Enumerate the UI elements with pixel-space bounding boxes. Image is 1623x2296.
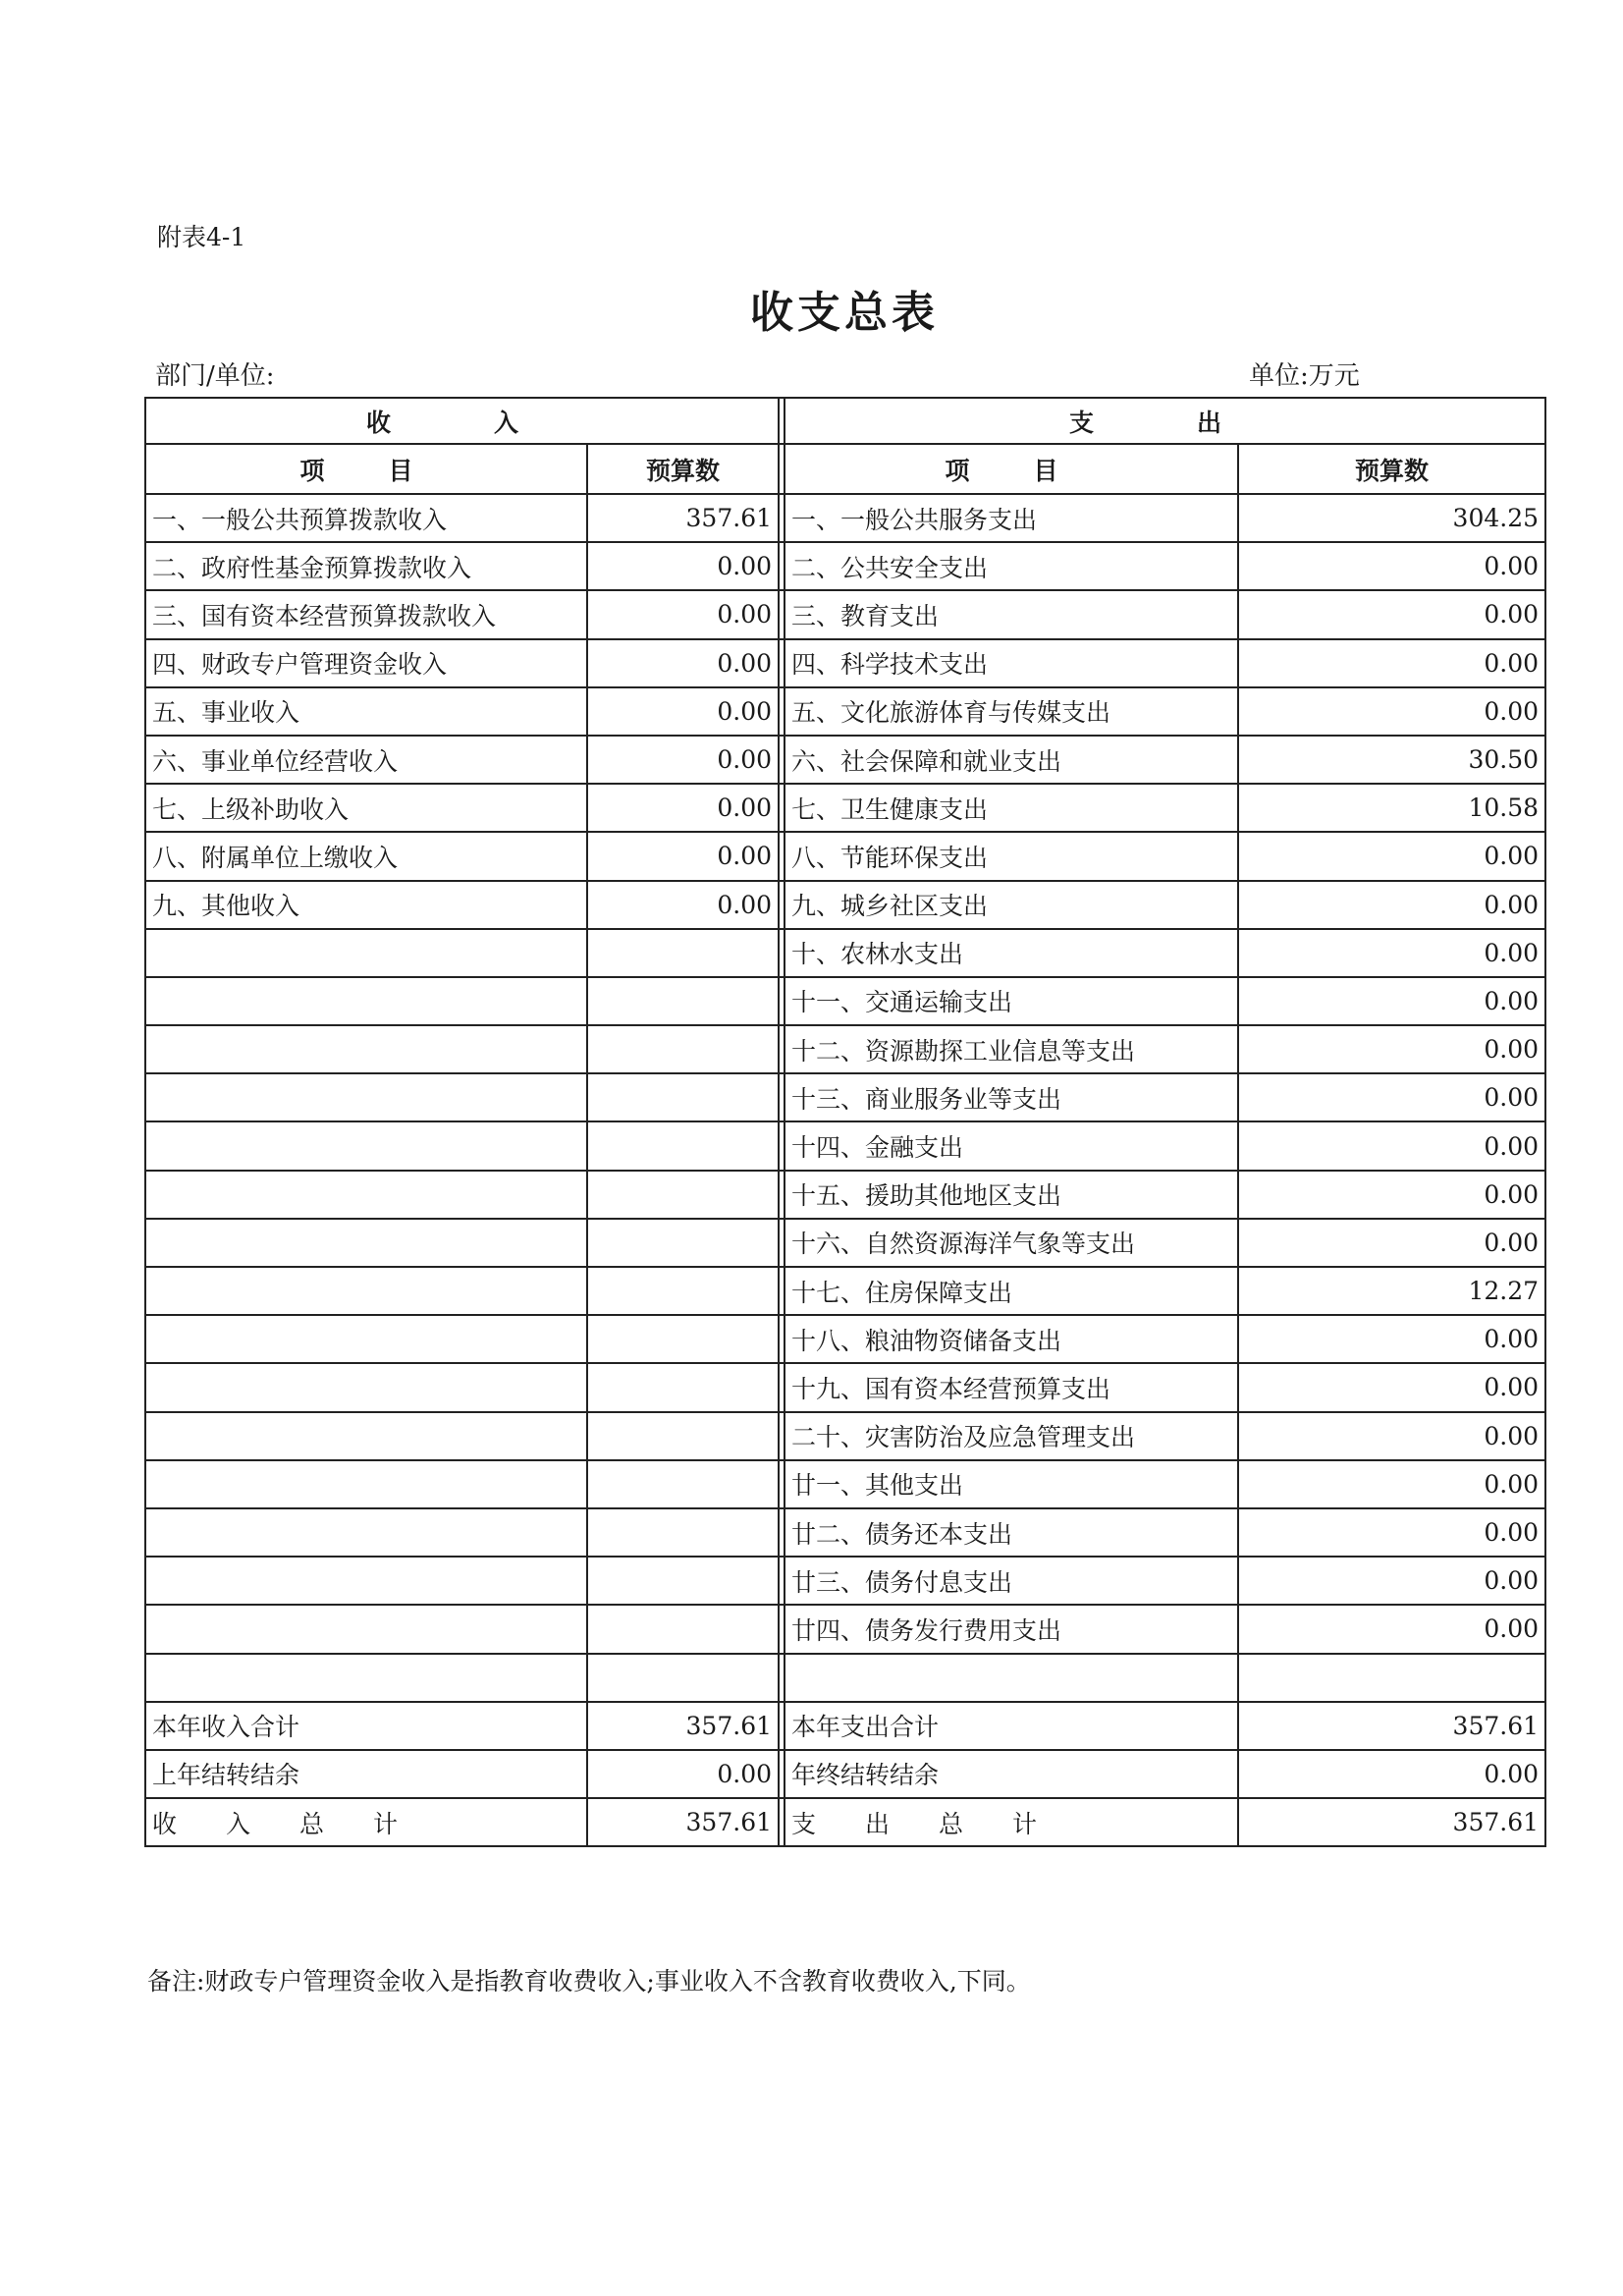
income-value bbox=[587, 1121, 779, 1170]
income-item bbox=[145, 1605, 587, 1653]
header-row-sections bbox=[145, 398, 1545, 444]
expense-item: 八、节能环保支出 bbox=[784, 832, 1238, 880]
expense-value: 10.58 bbox=[1238, 784, 1545, 832]
budget-summary-table bbox=[144, 397, 1546, 1847]
income-value: 0.00 bbox=[587, 542, 779, 590]
table-row bbox=[145, 832, 1545, 880]
expense-header: 支 出 bbox=[784, 398, 1545, 444]
table-row bbox=[145, 1171, 1545, 1219]
income-value bbox=[587, 1508, 779, 1557]
income-value bbox=[587, 929, 779, 977]
expense-value: 304.25 bbox=[1238, 494, 1545, 542]
income-item: 九、其他收入 bbox=[145, 881, 587, 929]
expense-item: 廿三、债务付息支出 bbox=[784, 1557, 1238, 1605]
income-item bbox=[145, 1025, 587, 1073]
expense-item: 十四、金融支出 bbox=[784, 1121, 1238, 1170]
income-item bbox=[145, 1508, 587, 1557]
table-row bbox=[145, 1363, 1545, 1411]
income-value bbox=[587, 977, 779, 1025]
expense-value: 0.00 bbox=[1238, 1121, 1545, 1170]
expense-value: 0.00 bbox=[1238, 881, 1545, 929]
table-row bbox=[145, 1654, 1545, 1702]
income-item bbox=[145, 1073, 587, 1121]
table-row bbox=[145, 590, 1545, 638]
expense-value: 0.00 bbox=[1238, 1073, 1545, 1121]
income-value bbox=[587, 1315, 779, 1363]
table-row bbox=[145, 881, 1545, 929]
income-item bbox=[145, 1363, 587, 1411]
income-item bbox=[145, 1315, 587, 1363]
expense-value: 0.00 bbox=[1238, 1460, 1545, 1508]
expense-item: 本年支出合计 bbox=[784, 1702, 1238, 1750]
income-item: 二、政府性基金预算拨款收入 bbox=[145, 542, 587, 590]
expense-item: 三、教育支出 bbox=[784, 590, 1238, 638]
expense-value: 0.00 bbox=[1238, 1315, 1545, 1363]
income-value bbox=[587, 1412, 779, 1460]
table-row bbox=[145, 494, 1545, 542]
income-value: 0.00 bbox=[587, 881, 779, 929]
expense-value: 0.00 bbox=[1238, 832, 1545, 880]
table-row bbox=[145, 736, 1545, 784]
expense-item: 十三、商业服务业等支出 bbox=[784, 1073, 1238, 1121]
income-value bbox=[587, 1219, 779, 1267]
expense-value bbox=[1238, 1654, 1545, 1702]
income-value bbox=[587, 1460, 779, 1508]
income-budget-header: 预算数 bbox=[587, 444, 779, 494]
income-item bbox=[145, 1557, 587, 1605]
expense-item: 年终结转结余 bbox=[784, 1750, 1238, 1798]
table-row bbox=[145, 639, 1545, 687]
table-row bbox=[145, 1121, 1545, 1170]
expense-value: 0.00 bbox=[1238, 542, 1545, 590]
table-row bbox=[145, 1460, 1545, 1508]
expense-value: 0.00 bbox=[1238, 590, 1545, 638]
income-value: 0.00 bbox=[587, 1750, 779, 1798]
expense-total-label: 支出总计 bbox=[784, 1798, 1238, 1846]
table-row bbox=[145, 542, 1545, 590]
expense-item: 五、文化旅游体育与传媒支出 bbox=[784, 687, 1238, 736]
income-item bbox=[145, 1267, 587, 1315]
header-row-columns bbox=[145, 444, 1545, 494]
expense-item: 七、卫生健康支出 bbox=[784, 784, 1238, 832]
expense-item: 廿一、其他支出 bbox=[784, 1460, 1238, 1508]
department-label: 部门/单位: bbox=[155, 361, 275, 391]
expense-item: 廿四、债务发行费用支出 bbox=[784, 1605, 1238, 1653]
expense-item: 二、公共安全支出 bbox=[784, 542, 1238, 590]
expense-value: 0.00 bbox=[1238, 1363, 1545, 1411]
income-value bbox=[587, 1605, 779, 1653]
unit-label: 单位:万元 bbox=[1249, 361, 1360, 391]
expense-item: 一、一般公共服务支出 bbox=[784, 494, 1238, 542]
table-row bbox=[145, 1702, 1545, 1750]
expense-item: 十九、国有资本经营预算支出 bbox=[784, 1363, 1238, 1411]
income-item bbox=[145, 1121, 587, 1170]
table-row bbox=[145, 1508, 1545, 1557]
income-item: 上年结转结余 bbox=[145, 1750, 587, 1798]
income-item bbox=[145, 1171, 587, 1219]
expense-budget-header: 预算数 bbox=[1238, 444, 1545, 494]
table-row bbox=[145, 687, 1545, 736]
expense-value: 357.61 bbox=[1238, 1702, 1545, 1750]
table-row bbox=[145, 1750, 1545, 1798]
expense-value: 0.00 bbox=[1238, 1025, 1545, 1073]
table-row bbox=[145, 1073, 1545, 1121]
expense-item-header: 项 目 bbox=[784, 444, 1238, 494]
income-total-label: 收入总计 bbox=[145, 1798, 587, 1846]
expense-item bbox=[784, 1654, 1238, 1702]
income-item: 八、附属单位上缴收入 bbox=[145, 832, 587, 880]
attachment-label: 附表4-1 bbox=[157, 223, 246, 251]
income-item bbox=[145, 1460, 587, 1508]
income-item bbox=[145, 929, 587, 977]
footnote: 备注:财政专户管理资金收入是指教育收费收入;事业收入不含教育收费收入,下同。 bbox=[147, 1967, 1031, 1995]
income-value bbox=[587, 1557, 779, 1605]
income-value: 0.00 bbox=[587, 736, 779, 784]
expense-value: 0.00 bbox=[1238, 1219, 1545, 1267]
expense-value: 0.00 bbox=[1238, 687, 1545, 736]
table-row bbox=[145, 1025, 1545, 1073]
income-item bbox=[145, 1412, 587, 1460]
expense-value: 0.00 bbox=[1238, 929, 1545, 977]
income-value bbox=[587, 1073, 779, 1121]
expense-value: 0.00 bbox=[1238, 1171, 1545, 1219]
income-item bbox=[145, 977, 587, 1025]
income-value: 0.00 bbox=[587, 590, 779, 638]
table-row bbox=[145, 1315, 1545, 1363]
expense-item: 十二、资源勘探工业信息等支出 bbox=[784, 1025, 1238, 1073]
income-item bbox=[145, 1219, 587, 1267]
expense-value: 0.00 bbox=[1238, 1750, 1545, 1798]
income-value: 0.00 bbox=[587, 639, 779, 687]
expense-item: 十七、住房保障支出 bbox=[784, 1267, 1238, 1315]
income-item: 四、财政专户管理资金收入 bbox=[145, 639, 587, 687]
page-title: 收支总表 bbox=[750, 288, 939, 338]
income-header: 收 入 bbox=[145, 398, 779, 444]
expense-value: 0.00 bbox=[1238, 1412, 1545, 1460]
income-value: 0.00 bbox=[587, 784, 779, 832]
income-item: 一、一般公共预算拨款收入 bbox=[145, 494, 587, 542]
expense-value: 0.00 bbox=[1238, 1508, 1545, 1557]
income-item-header: 项 目 bbox=[145, 444, 587, 494]
totals-row bbox=[145, 1798, 1545, 1846]
table-row bbox=[145, 1557, 1545, 1605]
expense-value: 0.00 bbox=[1238, 1605, 1545, 1653]
expense-value: 0.00 bbox=[1238, 977, 1545, 1025]
table-row bbox=[145, 1412, 1545, 1460]
income-item: 三、国有资本经营预算拨款收入 bbox=[145, 590, 587, 638]
income-value bbox=[587, 1171, 779, 1219]
table-row bbox=[145, 1267, 1545, 1315]
income-item: 六、事业单位经营收入 bbox=[145, 736, 587, 784]
income-value: 0.00 bbox=[587, 832, 779, 880]
table-row bbox=[145, 977, 1545, 1025]
expense-total-value: 357.61 bbox=[1238, 1798, 1545, 1846]
income-value: 0.00 bbox=[587, 687, 779, 736]
income-value bbox=[587, 1267, 779, 1315]
income-item: 五、事业收入 bbox=[145, 687, 587, 736]
expense-value: 12.27 bbox=[1238, 1267, 1545, 1315]
expense-item: 六、社会保障和就业支出 bbox=[784, 736, 1238, 784]
income-value bbox=[587, 1025, 779, 1073]
income-value: 357.61 bbox=[587, 494, 779, 542]
expense-item: 九、城乡社区支出 bbox=[784, 881, 1238, 929]
table-row bbox=[145, 1219, 1545, 1267]
income-item bbox=[145, 1654, 587, 1702]
expense-item: 十六、自然资源海洋气象等支出 bbox=[784, 1219, 1238, 1267]
income-total-value: 357.61 bbox=[587, 1798, 779, 1846]
expense-value: 30.50 bbox=[1238, 736, 1545, 784]
expense-item: 廿二、债务还本支出 bbox=[784, 1508, 1238, 1557]
expense-item: 四、科学技术支出 bbox=[784, 639, 1238, 687]
table-row bbox=[145, 1605, 1545, 1653]
expense-item: 十一、交通运输支出 bbox=[784, 977, 1238, 1025]
expense-item: 二十、灾害防治及应急管理支出 bbox=[784, 1412, 1238, 1460]
income-value: 357.61 bbox=[587, 1702, 779, 1750]
expense-item: 十八、粮油物资储备支出 bbox=[784, 1315, 1238, 1363]
income-item: 七、上级补助收入 bbox=[145, 784, 587, 832]
expense-item: 十五、援助其他地区支出 bbox=[784, 1171, 1238, 1219]
expense-value: 0.00 bbox=[1238, 639, 1545, 687]
expense-value: 0.00 bbox=[1238, 1557, 1545, 1605]
table-row bbox=[145, 929, 1545, 977]
income-item: 本年收入合计 bbox=[145, 1702, 587, 1750]
income-value bbox=[587, 1654, 779, 1702]
table-row bbox=[145, 784, 1545, 832]
income-value bbox=[587, 1363, 779, 1411]
expense-item: 十、农林水支出 bbox=[784, 929, 1238, 977]
